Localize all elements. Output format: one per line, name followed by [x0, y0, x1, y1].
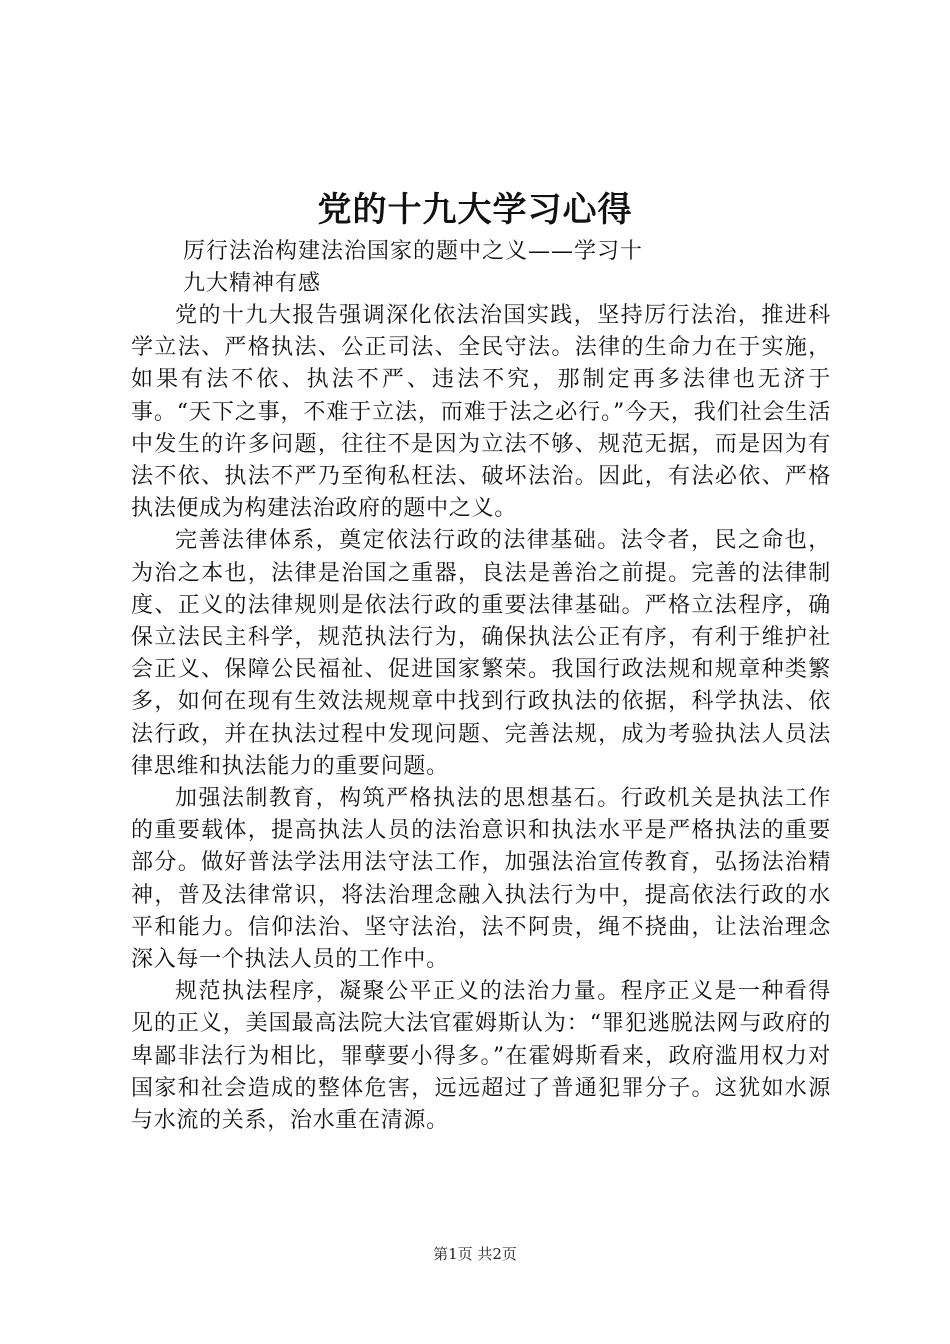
subtitle: 厉行法治构建法治国家的题中之义——学习十九大精神有感 — [183, 239, 644, 296]
page-title: 党的十九大学习心得 — [317, 190, 633, 230]
paragraph: 党的十九大报告强调深化依法治国实践，坚持厉行法治，推进科学立法、严格执法、公正司法、全民守法。法律的生命力在于实施，如果有法不依、执法不严、违法不究，那制定再多法律也无济于事。“天下之事，不难于立法，而难于法之必行。”今天，我们社会生活中发生的许多问题，往往不是因为立法不够、规范无据，而是因为有法不依、执法不严乃至徇私枉法、破坏法治。因此，有法必依、严格执法便成为构建法治政府的题中之义。 — [131, 303, 831, 522]
page-number: 第1页 共2页 — [433, 1245, 517, 1263]
paragraph: 完善法律体系，奠定依法行政的法律基础。法令者，民之命也，为治之本也，法律是治国之重器，良法是善治之前提。完善的法律制度、正义的法律规则是依法行政的重要法律基础。严格立法程序，确保立法民主科学，规范执法行为，确保执法公正有序，有利于维护社会正义、保障公民福祉、促进国家繁荣。我国行政法规和规章种类繁多，如何在现有生效法规规章中找到行政执法的依据，科学执法、依法行政，并在执法过程中发现问题、完善法规，成为考验执法人员法律思维和执法能力的重要问题。 — [131, 528, 831, 779]
paragraph: 规范执法程序，凝聚公平正义的法治力量。程序正义是一种看得见的正义，美国最高法院大法官霍姆斯认为：“罪犯逃脱法网与政府的卑鄙非法行为相比，罪孽要小得多。”在霍姆斯看来，政府滥用权力对国家和社会造成的整体危害，远远超过了普通犯罪分子。这犹如水源与水流的关系，治水重在清源。 — [131, 979, 831, 1134]
document-body — [131, 300, 831, 1137]
paragraph: 加强法制教育，构筑严格执法的思想基石。行政机关是执法工作的重要载体，提高执法人员的法治意识和执法水平是严格执法的重要部分。做好普法学法用法守法工作，加强法治宣传教育，弘扬法治精神，普及法律常识，将法治理念融入执法行为中，提高依法行政的水平和能力。信仰法治、坚守法治，法不阿贵，绳不挠曲，让法治理念深入每一个执法人员的工作中。 — [131, 786, 831, 973]
